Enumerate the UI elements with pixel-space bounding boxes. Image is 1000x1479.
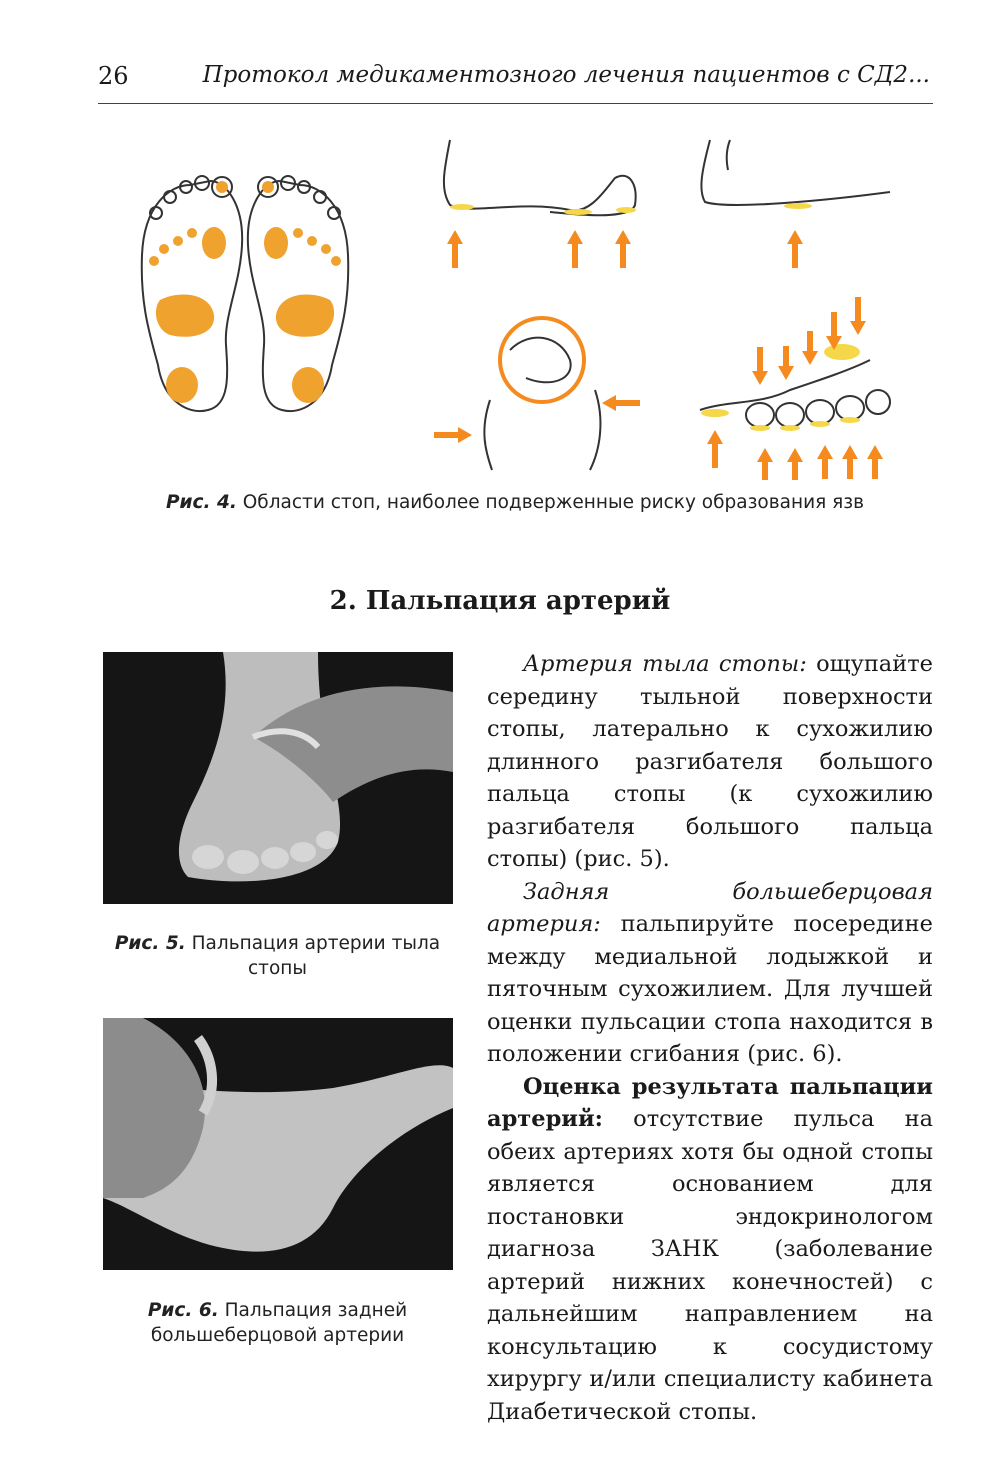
pressure-arrows xyxy=(447,230,803,268)
figure-4-label: Рис. 4. xyxy=(166,492,237,513)
photo-posterior-tibial-palpation xyxy=(103,1018,453,1270)
text-dorsal-artery: ощупайте середину тыльной поверхности стопы, латерально к сухожилию длинного разгибателя большого пальца стопы (к сухожилию разгибателя большого пальца стопы) (рис. 5). xyxy=(487,651,933,872)
term-posterior-tibial: Задняя большеберцовая артерия: xyxy=(487,878,933,937)
body-text xyxy=(487,648,933,1428)
text-posterior-tibial: пальпируйте посередине между медиальной лодыжкой и пяточным сухожилием. Для лучшей оценки пульсации стопа находится в положении сгибания (рис. 6). xyxy=(487,911,933,1067)
paragraph-dorsal-artery xyxy=(487,648,933,876)
running-title: Протокол медикаментозного лечения пациентов с СД2... xyxy=(202,62,930,88)
section-heading: 2. Пальпация артерий xyxy=(329,586,671,616)
figure-6-label: Рис. 6. xyxy=(147,1300,219,1321)
header-rule xyxy=(98,103,933,104)
term-assessment: Оценка результата пальпации артерий: xyxy=(487,1073,933,1132)
figure-5-text: Пальпация артерии тыла стопы xyxy=(191,933,441,979)
paragraph-assessment xyxy=(487,1071,933,1429)
photo-dorsal-foot-palpation xyxy=(103,652,453,904)
figure-6-text: Пальпация задней большеберцовой артерии xyxy=(150,1300,408,1346)
foot-soles-risk-diagram xyxy=(130,165,360,425)
figure-5-caption xyxy=(100,931,455,981)
term-dorsal-artery: Артерия тыла стопы: xyxy=(523,651,807,677)
page-number: 26 xyxy=(98,62,129,90)
paragraph-posterior-tibial xyxy=(487,876,933,1071)
figure-4-text: Области стоп, наиболее подверженные риску образования язв xyxy=(242,492,864,513)
figure-5-label: Рис. 5. xyxy=(114,933,186,954)
toes-pressure-diagram xyxy=(430,290,910,480)
foot-side-profiles xyxy=(430,130,910,280)
text-assessment: отсутствие пульса на обеих артериях хотя бы одной стопы является основанием для постановки эндокринологом диагноза ЗАНК (заболевание артерий нижних конечностей) с дальнейшим направлением на консультацию к сосудистому хирургу и/или специалисту кабинета Диабетической стопы. xyxy=(487,1106,933,1425)
figure-4-caption xyxy=(110,492,920,513)
figure-6-caption xyxy=(100,1298,455,1348)
